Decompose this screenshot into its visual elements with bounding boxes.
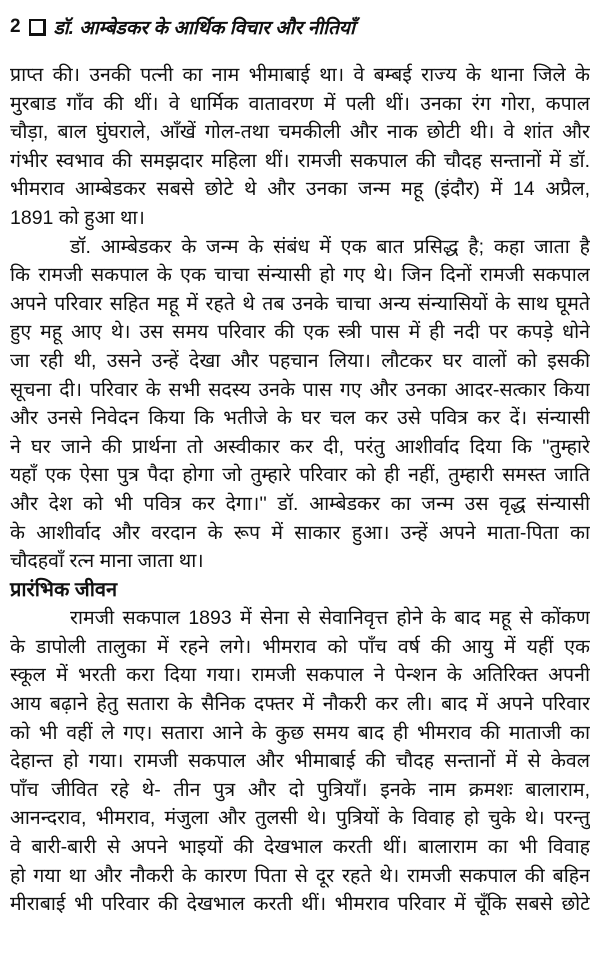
section-paragraph-line: स्कूल में भरती करा दिया गया। रामजी सकपाल ने पेन्शन के अतिरिक्त अपनी xyxy=(10,664,590,687)
paragraph-line: अपने परिवार सहित महू में रहते थे तब उनके चाचा अन्य संन्यासियों के साथ घूमते xyxy=(10,292,590,315)
paragraph-line: भीमराव आम्बेडकर सबसे छोटे थे और उनका जन्म महू (इंदौर) में 14 अप्रैल, xyxy=(10,178,590,201)
section-paragraph-line: आय बढ़ाने हेतु सतारा के सैनिक दफ्तर में नौकरी कर ली। बाद में अपने परिवार xyxy=(10,693,590,716)
paragraph-line: मुरबाड गाँव की थीं। वे धार्मिक वातावरण में पली थीं। उनका रंग गोरा, कपाल xyxy=(10,92,590,115)
paragraph-line: चौड़ा, बाल घुंघराले, आँखें गोल-तथा चमकीली और नाक छोटी थी। वे शांत और xyxy=(10,121,590,144)
book-title: डॉ. आम्बेडकर के आर्थिक विचार और नीतियाँ xyxy=(53,18,355,39)
paragraph-line: के आशीर्वाद और वरदान के रूप में साकार हुआ। उन्हें अपने माता-पिता का xyxy=(10,521,590,544)
section-paragraph-line: रामजी सकपाल 1893 में सेना से सेवानिवृत्त होने के बाद महू से कोंकण xyxy=(70,607,590,630)
section-paragraph-line: को भी वहीं ले गए। सतारा आने के कुछ समय बाद ही भीमराव की माताजी का xyxy=(10,721,590,744)
paragraph-line: डॉ. आम्बेडकर के जन्म के संबंध में एक बात प्रसिद्ध है; कहा जाता है xyxy=(70,235,590,258)
section-paragraph-line: वे बारी-बारी से अपने भाइयों की देखभाल करती थीं। बालाराम का भी विवाह xyxy=(10,836,590,859)
paragraph-line: जा रही थी, उसने उन्हें देखा और पहचान लिया। लौटकर घर वालों को इसकी xyxy=(10,349,590,372)
paragraph-line: सूचना दी। परिवार के सभी सदस्य उनके पास गए और उनका आदर-सत्कार किया xyxy=(10,378,590,401)
paragraph-line: और उनसे निवेदन किया कि भतीजे के घर चल कर उसे पवित्र कर दें। संन्यासी xyxy=(10,407,590,430)
section-paragraph-line: मीराबाई भी परिवार की देखभाल करती थीं। भीमराव परिवार में चूँकि सबसे छोटे xyxy=(10,893,590,916)
paragraph-line: और देश को भी पवित्र कर देगा।'' डॉ. आम्बेडकर का जन्म उस वृद्ध संन्यासी xyxy=(10,492,590,515)
paragraph-line: हुए महू आए थे। उस समय परिवार की एक स्त्री पास में ही नदी पर कपड़े धोने xyxy=(10,321,590,344)
paragraph-line: यहाँ एक ऐसा पुत्र पैदा होगा जो तुम्हारे परिवार को ही नहीं, तुम्हारी समस्त जाति xyxy=(10,464,590,487)
paragraph-line: प्राप्त की। उनकी पत्नी का नाम भीमाबाई था। वे बम्बई राज्य के थाना जिले के xyxy=(10,64,590,86)
page-body xyxy=(10,61,590,919)
section-heading: प्रारंभिक जीवन xyxy=(10,578,118,601)
section-paragraph-line: देहान्त हो गया। रामजी सकपाल और भीमाबाई की चौदह सन्तानों में से केवल xyxy=(10,750,590,773)
section-paragraph-line: आनन्दराव, भीमराव, मंजुला और तुलसी थे। पुत्रियों के विवाह हो चुके थे। परन्तु xyxy=(10,807,590,830)
section-paragraph-line: हो गया था और नौकरी के कारण पिता से दूर रहते थे। रामजी सकपाल की बहिन xyxy=(10,864,590,887)
paragraph-line: कि रामजी सकपाल के एक चाचा संन्यासी हो गए थे। जिन दिनों रामजी सकपाल xyxy=(10,264,590,287)
paragraph-line: ने घर जाने की प्रार्थना तो अस्वीकार कर दी, परंतु आशीर्वाद दिया कि ''तुम्हारे xyxy=(10,435,590,458)
square-box-icon xyxy=(29,19,46,36)
section-paragraph-line: के डापोली तालुका में रहने लगे। भीमराव को पाँच वर्ष की आयु में यहीं एक xyxy=(10,635,590,658)
paragraph-line: गंभीर स्वभाव की समझदार महिला थीं। रामजी सकपाल की चौदह सन्तानों में डॉ. xyxy=(10,149,590,172)
section-paragraph-line: पाँच जीवित रहे थे- तीन पुत्र और दो पुत्रियाँ। इनके नाम क्रमशः बालाराम, xyxy=(10,778,590,801)
paragraph-line: चौदहवाँ रत्न माना जाता था। xyxy=(10,550,204,573)
page-number: 2 xyxy=(10,16,21,37)
paragraph-line: 1891 को हुआ था। xyxy=(10,206,145,229)
running-header xyxy=(10,12,355,42)
